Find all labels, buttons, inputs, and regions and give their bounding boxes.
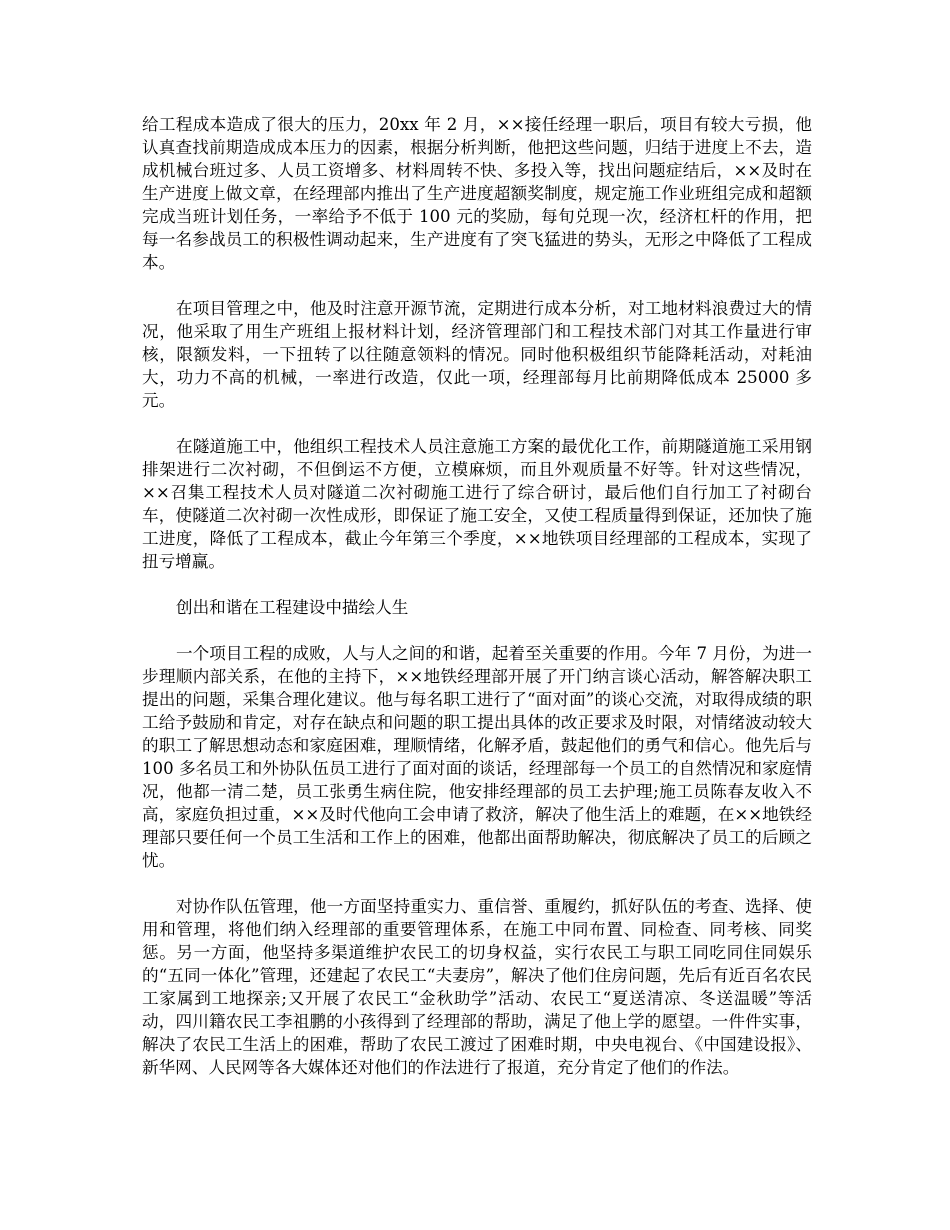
paragraph-staff-harmony: 一个项目工程的成败，人与人之间的和谐，起着至关重要的作用。今年 7 月份，为进一步理顺内部关系，在他的主持下，××地铁经理部开展了开门纳言谈心活动，解答解决职工提出的问题，采集合理化建议。他与每名职工进行了“面对面”的谈心交流，对取得成绩的职工给予鼓励和肯定，对存在缺点和问题的职工提出具体的改正要求及时限，对情绪波动较大的职工了解思想动态和家庭困难，理顺情绪，化解矛盾，鼓起他们的勇气和信心。他先后与 100 多名员工和外协队伍员工进行了面对面的谈话，经理部每一个员工的自然情况和家庭情况，他都一清二楚，员工张勇生病住院，他安排经理部的员工去护理;施工员陈春友收入不高，家庭负担过重，××及时代他向工会申请了救济，解决了他生活上的难题，在××地铁经理部只要任何一个员工生活和工作上的困难，他都出面帮助解决，彻底解决了员工的后顾之忧。 [142, 644, 812, 870]
section-heading-harmony: 创出和谐在工程建设中描绘人生 [176, 598, 409, 617]
paragraph-project-management: 在项目管理之中，他及时注意开源节流，定期进行成本分析，对工地材料浪费过大的情况，他采取了用生产班组上报材料计划，经济管理部门和工程技术部门对其工作量进行审核，限额发料，一下扭转了以往随意领料的情况。同时他积极组织节能降耗活动，对耗油大，功力不高的机械，一率进行改造，仅此一项，经理部每月比前期降低成本 25000 多元。 [142, 299, 812, 410]
paragraph-cost-pressure: 给工程成本造成了很大的压力，20xx 年 2 月，××接任经理一职后，项目有较大亏损，他认真查找前期造成成本压力的因素，根据分析判断，他把这些问题，归结于进度上不去，造成机械台班过多、人员工资增多、材料周转不快、多投入等，找出问题症结后，××及时在生产进度上做文章，在经理部内推出了生产进度超额奖制度，规定施工作业班组完成和超额完成当班计划任务，一率给予不低于 100 元的奖励，每旬兑现一次，经济杠杆的作用，把每一名参战员工的积极性调动起来，生产进度有了突飞猛进的势头，无形之中降低了工程成本。 [142, 115, 812, 272]
document-body [142, 113, 812, 1102]
paragraph-tunnel-construction: 在隧道施工中，他组织工程技术人员注意施工方案的最优化工作，前期隧道施工采用钢排架进行二次衬砌，不但倒运不方便，立模麻烦，而且外观质量不好等。针对这些情况，××召集工程技术人员对隧道二次衬砌施工进行了综合研讨，最后他们自行加工了衬砌台车，使隧道二次衬砌一次性成形，即保证了施工安全，又使工程质量得到保证，还加快了施工进度，降低了工程成本，截止今年第三个季度，××地铁项目经理部的工程成本，实现了扭亏增赢。 [142, 437, 812, 571]
paragraph-cooperation-teams: 对协作队伍管理，他一方面坚持重实力、重信誉、重履约，抓好队伍的考查、选择、使用和管理，将他们纳入经理部的重要管理体系，在施工中同布置、同检查、同考核、同奖惩。另一方面，他坚持多渠道维护农民工的切身权益，实行农民工与职工同吃同住同娱乐的“五同一体化”管理，还建起了农民工“夫妻房”，解决了他们住房问题，先后有近百名农民工家属到工地探亲;又开展了农民工“金秋助学”活动、农民工“夏送清凉、冬送温暖”等活动，四川籍农民工李祖鹏的小孩得到了经理部的帮助，满足了他上学的愿望。一件件实事，解决了农民工生活上的困难，帮助了农民工渡过了困难时期，中央电视台、《中国建设报》、新华网、人民网等各大媒体还对他们的作法进行了报道，充分肯定了他们的作法。 [142, 897, 812, 1077]
